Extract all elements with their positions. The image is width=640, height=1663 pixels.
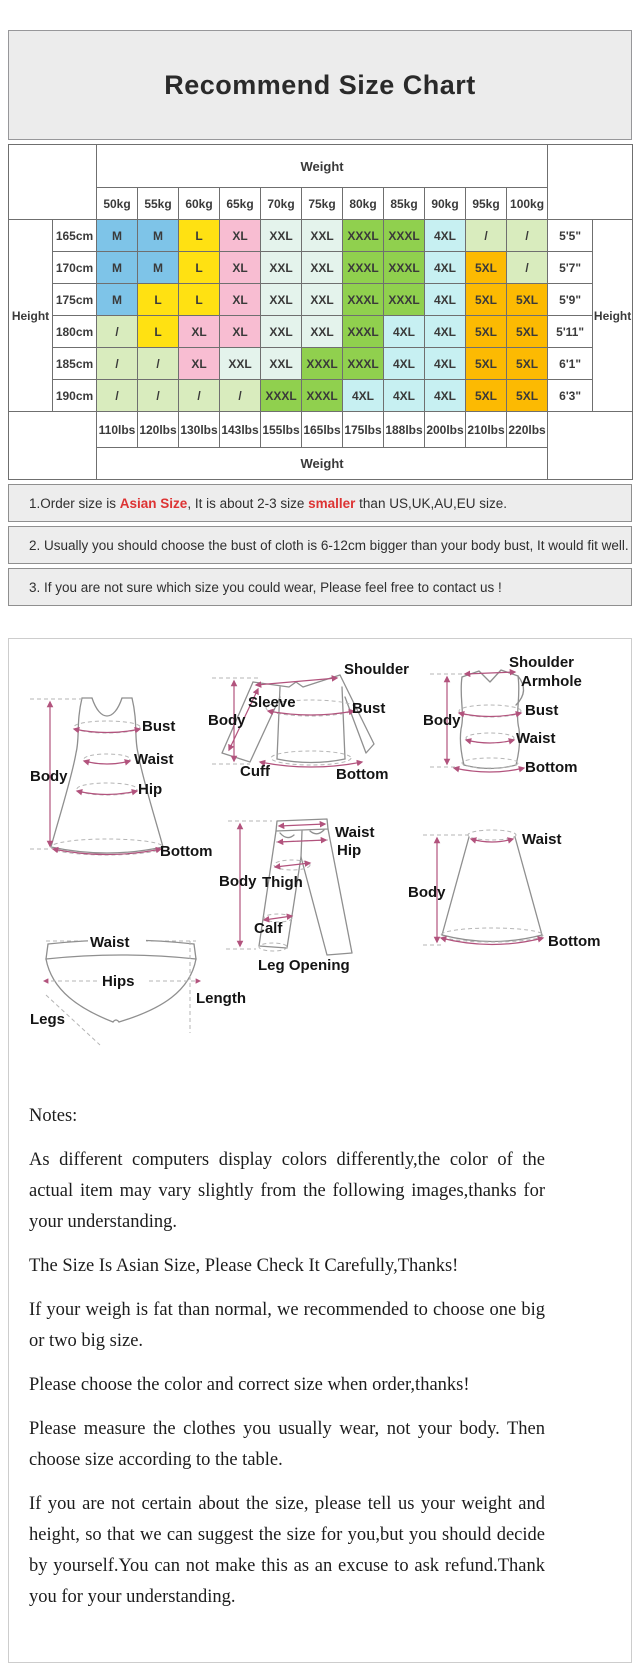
corner-top-left xyxy=(9,145,97,220)
note1-part: 1.Order size is xyxy=(29,495,120,511)
size-cell: / xyxy=(97,380,138,412)
size-cell: M xyxy=(97,284,138,316)
height-cm-cell: 175cm xyxy=(53,284,97,316)
weight-kg-cell: 85kg xyxy=(384,188,425,220)
dress-bottom-label: Bottom xyxy=(160,843,213,860)
diagram-shape xyxy=(441,928,543,942)
size-cell: 4XL xyxy=(425,348,466,380)
diagram-shape xyxy=(516,676,520,765)
size-cell: M xyxy=(97,220,138,252)
weight-lbs-cell: 175lbs xyxy=(343,412,384,448)
weight-lbs-row xyxy=(9,412,633,448)
size-cell: XXXL xyxy=(302,380,343,412)
pants-calf-label: Calf xyxy=(254,920,283,937)
diagram-shape xyxy=(77,791,137,795)
diagram-shape xyxy=(279,824,325,826)
height-ft-cell: 6'3" xyxy=(548,380,593,412)
size-cell: XXXL xyxy=(343,316,384,348)
notes-heading: Notes: xyxy=(29,1106,78,1126)
shirt-bust-label: Bust xyxy=(352,700,386,717)
height-cm-cell: 165cm xyxy=(53,220,97,252)
size-row xyxy=(9,220,633,252)
size-cell: L xyxy=(138,316,179,348)
size-cell: / xyxy=(97,316,138,348)
size-cell: XXL xyxy=(261,252,302,284)
pants-thigh-label: Thigh xyxy=(262,874,303,891)
size-cell: XXL xyxy=(302,220,343,252)
pants-hip-label: Hip xyxy=(337,842,362,859)
corner-bottom-left xyxy=(9,412,97,480)
weight-kg-cell: 100kg xyxy=(507,188,548,220)
size-row xyxy=(9,348,633,380)
dress-waist-label: Waist xyxy=(134,751,174,768)
note1-red-smaller: smaller xyxy=(308,495,356,511)
skirt-body-label: Body xyxy=(408,884,446,901)
size-cell: XXXL xyxy=(384,252,425,284)
size-cell: XL xyxy=(220,316,261,348)
size-cell: XXL xyxy=(302,316,343,348)
size-cell: XXL xyxy=(261,316,302,348)
order-note-3 xyxy=(8,568,632,606)
briefs-hips-label: Hips xyxy=(102,973,135,990)
pants-waist-label: Waist xyxy=(335,824,375,841)
size-chart-title: Recommend Size Chart xyxy=(8,30,632,140)
size-cell: 4XL xyxy=(384,380,425,412)
diagram-shape xyxy=(113,1020,119,1022)
dress-body-label: Body xyxy=(30,768,68,785)
order-note-2-text: 2. Usually you should choose the bust of cloth is 6-12cm bigger than your body bust, It would fit well. xyxy=(29,537,629,553)
order-note-3-text: 3. If you are not sure which size you could wear, Please feel free to contact us ! xyxy=(29,579,502,595)
size-cell: XXL xyxy=(220,348,261,380)
diagram-shape xyxy=(277,759,345,763)
notes-paragraph: Please choose the color and correct size when order,thanks! xyxy=(29,1375,470,1395)
shirt-bottom-label: Bottom xyxy=(336,766,389,783)
weight-kg-cell: 90kg xyxy=(425,188,466,220)
weight-footer-row xyxy=(9,448,633,480)
size-cell: / xyxy=(97,348,138,380)
size-cell: / xyxy=(507,220,548,252)
corner-top-right xyxy=(548,145,633,220)
size-row xyxy=(9,316,633,348)
diagram-shape xyxy=(459,713,521,717)
notes-paragraph: As different computers display colors differently,the color of the actual item may vary slightly from the following images,thanks for your understanding. xyxy=(29,1150,545,1232)
weight-lbs-cell: 143lbs xyxy=(220,412,261,448)
size-cell: 4XL xyxy=(425,380,466,412)
size-cell: 4XL xyxy=(425,252,466,284)
vest-bottom-label: Bottom xyxy=(525,759,578,776)
height-ft-cell: 6'1" xyxy=(548,348,593,380)
size-cell: / xyxy=(138,380,179,412)
note1-part: than US,UK,AU,EU size. xyxy=(355,495,507,511)
weight-lbs-cell: 188lbs xyxy=(384,412,425,448)
vest-diagram xyxy=(423,654,582,776)
diagram-shape xyxy=(442,837,542,935)
skirt-bottom-label: Bottom xyxy=(548,933,601,950)
diagram-shape xyxy=(119,959,196,1022)
weight-kg-cell: 55kg xyxy=(138,188,179,220)
briefs-diagram xyxy=(30,934,246,1045)
diagram-shape xyxy=(92,698,122,716)
shirt-diagram xyxy=(208,661,409,783)
size-cell: 4XL xyxy=(425,220,466,252)
weight-kg-cell: 75kg xyxy=(302,188,343,220)
size-cell: 5XL xyxy=(507,316,548,348)
weight-kg-cell: 80kg xyxy=(343,188,384,220)
dress-bust-label: Bust xyxy=(142,718,176,735)
weight-kg-cell: 65kg xyxy=(220,188,261,220)
size-cell: L xyxy=(138,284,179,316)
size-cell: XL xyxy=(179,348,220,380)
diagram-shape xyxy=(275,863,310,867)
order-note-1 xyxy=(8,484,632,522)
size-cell: 4XL xyxy=(384,348,425,380)
shirt-body-label: Body xyxy=(208,712,246,729)
weight-lbs-cell: 110lbs xyxy=(97,412,138,448)
size-cell: M xyxy=(97,252,138,284)
size-cell: XL xyxy=(220,284,261,316)
diagram-shape xyxy=(466,740,514,743)
diagram-shape xyxy=(46,955,196,959)
size-row xyxy=(9,284,633,316)
weight-kg-cell: 70kg xyxy=(261,188,302,220)
height-ft-cell: 5'5" xyxy=(548,220,593,252)
measurement-panel xyxy=(8,638,632,1663)
briefs-waist-label: Waist xyxy=(90,934,130,951)
size-cell: XXXL xyxy=(343,220,384,252)
notes-paragraph: If your weigh is fat than normal, we recommended to choose one big or two big size. xyxy=(29,1300,545,1351)
size-cell: 5XL xyxy=(466,252,507,284)
size-row xyxy=(9,380,633,412)
size-cell: 5XL xyxy=(466,316,507,348)
size-cell: 4XL xyxy=(343,380,384,412)
height-cm-cell: 170cm xyxy=(53,252,97,284)
weight-lbs-cell: 155lbs xyxy=(261,412,302,448)
size-cell: XXL xyxy=(261,220,302,252)
skirt-waist-label: Waist xyxy=(522,831,562,848)
notes-paragraph: The Size Is Asian Size, Please Check It Carefully,Thanks! xyxy=(29,1256,459,1276)
weight-kg-cell: 95kg xyxy=(466,188,507,220)
shirt-shoulder-label: Shoulder xyxy=(344,661,410,678)
vest-armhole-label: Armhole xyxy=(521,673,582,690)
weight-kg-cell: 50kg xyxy=(97,188,138,220)
weight-header-bottom: Weight xyxy=(97,448,548,480)
pants-leg-opening-label: Leg Opening xyxy=(258,957,350,974)
size-cell: XXL xyxy=(261,348,302,380)
weight-lbs-cell: 220lbs xyxy=(507,412,548,448)
size-cell: XXXL xyxy=(343,284,384,316)
size-cell: 5XL xyxy=(466,284,507,316)
weight-lbs-cell: 120lbs xyxy=(138,412,179,448)
weight-kg-cell: 60kg xyxy=(179,188,220,220)
size-cell: XXL xyxy=(261,284,302,316)
weight-lbs-cell: 200lbs xyxy=(425,412,466,448)
size-cell: XXL xyxy=(302,252,343,284)
pants-diagram xyxy=(219,819,374,974)
measurement-diagrams xyxy=(10,641,630,1061)
size-cell: 5XL xyxy=(507,348,548,380)
size-cell: / xyxy=(138,348,179,380)
size-row xyxy=(9,252,633,284)
size-cell: XL xyxy=(220,220,261,252)
dress-diagram xyxy=(30,698,213,860)
briefs-legs-label: Legs xyxy=(30,1011,66,1028)
order-note-1-text xyxy=(29,496,507,511)
diagram-shape xyxy=(256,678,337,685)
size-cell: L xyxy=(179,284,220,316)
note1-part: , It is about 2-3 size xyxy=(187,495,309,511)
size-cell: XXXL xyxy=(261,380,302,412)
height-ft-cell: 5'7" xyxy=(548,252,593,284)
size-cell: XXXL xyxy=(343,348,384,380)
note1-red-asian-size: Asian Size xyxy=(119,495,188,511)
size-chart-table xyxy=(8,144,633,480)
height-cm-cell: 185cm xyxy=(53,348,97,380)
size-cell: 5XL xyxy=(507,284,548,316)
size-cell: 4XL xyxy=(425,284,466,316)
weight-lbs-cell: 130lbs xyxy=(179,412,220,448)
dress-hip-label: Hip xyxy=(138,781,163,798)
size-cell: 4XL xyxy=(384,316,425,348)
size-cell: XXL xyxy=(302,284,343,316)
size-cell: 5XL xyxy=(466,380,507,412)
diagram-shape xyxy=(301,831,302,857)
height-ft-cell: 5'11" xyxy=(548,316,593,348)
weight-header-row xyxy=(9,145,633,188)
shirt-cuff-label: Cuff xyxy=(240,763,270,780)
size-cell: XL xyxy=(220,252,261,284)
size-cell: L xyxy=(179,220,220,252)
vest-shoulder-label: Shoulder xyxy=(509,654,575,671)
weight-kg-row xyxy=(9,188,633,220)
height-label-right: Height xyxy=(593,220,633,412)
weight-header-top: Weight xyxy=(97,145,548,188)
diagram-shape xyxy=(460,677,464,765)
size-cell: 5XL xyxy=(507,380,548,412)
weight-lbs-cell: 210lbs xyxy=(466,412,507,448)
size-cell: M xyxy=(138,252,179,284)
size-cell: XXXL xyxy=(302,348,343,380)
corner-bottom-right xyxy=(548,412,633,480)
size-table-body xyxy=(9,145,633,480)
height-ft-cell: 5'9" xyxy=(548,284,593,316)
size-cell: 4XL xyxy=(425,316,466,348)
size-cell: / xyxy=(507,252,548,284)
pants-body-label: Body xyxy=(219,873,257,890)
size-cell: XXXL xyxy=(343,252,384,284)
diagram-shape xyxy=(74,729,140,733)
bottom-notes xyxy=(29,1101,545,1662)
size-cell: / xyxy=(466,220,507,252)
vest-body-label: Body xyxy=(423,712,461,729)
size-cell: M xyxy=(138,220,179,252)
size-cell: / xyxy=(220,380,261,412)
briefs-length-label: Length xyxy=(196,990,246,1007)
size-cell: L xyxy=(179,252,220,284)
vest-bust-label: Bust xyxy=(525,702,559,719)
size-cell: XXXL xyxy=(384,220,425,252)
diagram-shape xyxy=(468,830,516,840)
size-cell: 5XL xyxy=(466,348,507,380)
height-cm-cell: 180cm xyxy=(53,316,97,348)
vest-waist-label: Waist xyxy=(516,730,556,747)
height-cm-cell: 190cm xyxy=(53,380,97,412)
notes-paragraph: Please measure the clothes you usually wear, not your body. Then choose size according to the table. xyxy=(29,1419,545,1470)
weight-lbs-cell: 165lbs xyxy=(302,412,343,448)
size-cell: XXXL xyxy=(384,284,425,316)
size-cell: / xyxy=(179,380,220,412)
diagram-shape xyxy=(84,761,130,764)
shirt-sleeve-label: Sleeve xyxy=(248,694,296,711)
notes-paragraph: If you are not certain about the size, please tell us your weight and height, so that we can suggest the size for you,but you should decide by yourself.You can not make this as an excuse to ask refund.Thank you for your understanding. xyxy=(29,1494,545,1607)
height-label-left: Height xyxy=(9,220,53,412)
order-note-2 xyxy=(8,526,632,564)
size-cell: XL xyxy=(179,316,220,348)
skirt-diagram xyxy=(408,830,601,950)
